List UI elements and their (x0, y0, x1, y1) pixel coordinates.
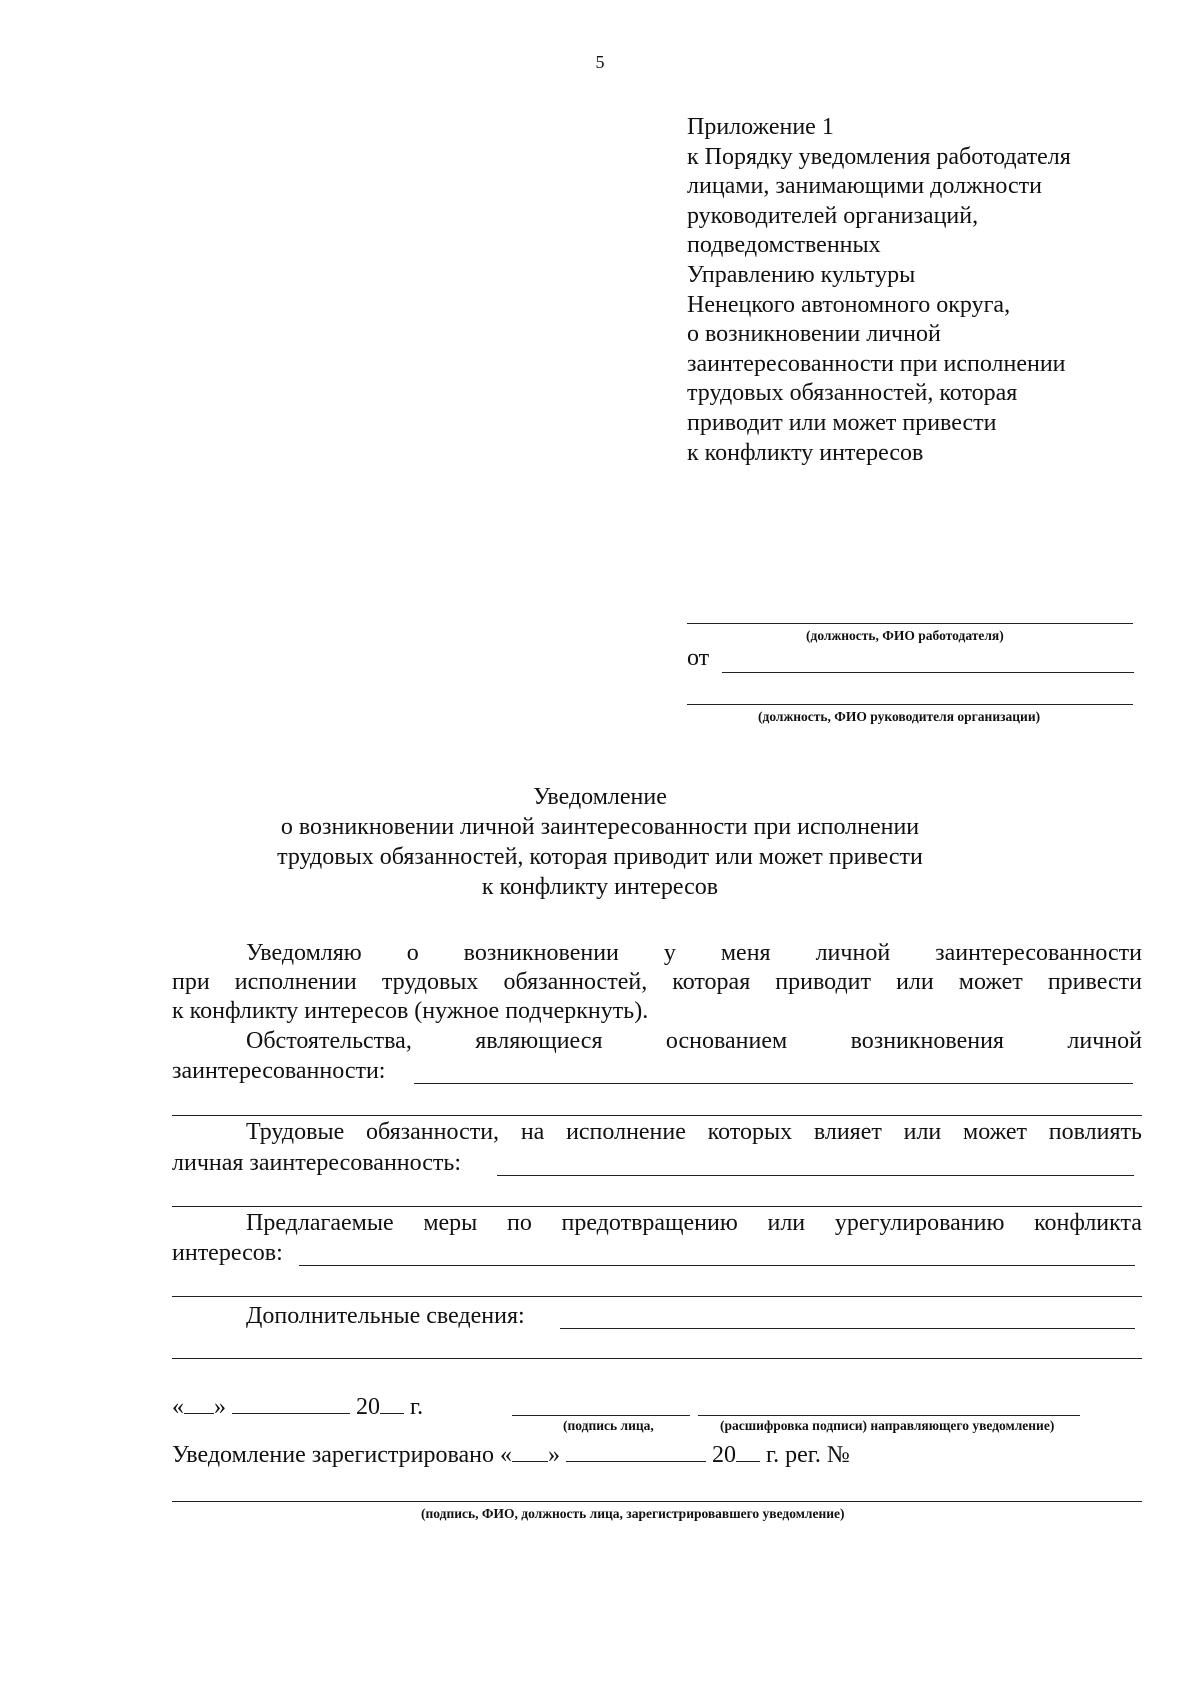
appendix-line: Управлению культуры (687, 261, 916, 288)
document-title (0, 782, 1200, 902)
year-prefix: 20 (356, 1394, 380, 1420)
signature-decode-caption: (расшифровка подписи) направляющего уведомление) (720, 1418, 1055, 1433)
year-suffix: г. (410, 1394, 424, 1420)
title-line: трудовых обязанностей, которая приводит или может привести (277, 844, 923, 870)
paragraph-4-line-1 (246, 1208, 1142, 1238)
word: которых (707, 1119, 793, 1145)
measures-field[interactable] (299, 1265, 1135, 1266)
word: по (506, 1210, 532, 1236)
signature-caption: (подпись лица, (563, 1418, 654, 1433)
title-line: о возникновении личной заинтересованности при исполнении (280, 814, 920, 840)
additional-info-label: Дополнительные сведения: (246, 1303, 525, 1329)
word: повлиять (1048, 1119, 1142, 1145)
duties-field-line-2[interactable] (172, 1206, 1142, 1207)
title-line: к конфликту интересов (481, 874, 719, 900)
word: может (958, 969, 1023, 995)
word: конфликта (1034, 1210, 1142, 1236)
word: о (406, 940, 419, 966)
word: возникновении (463, 940, 619, 966)
circumstances-field[interactable] (414, 1083, 1133, 1084)
appendix-line: Приложение 1 (687, 114, 834, 140)
year-field[interactable] (380, 1393, 404, 1414)
signature-field[interactable] (512, 1415, 690, 1416)
page-number: 5 (595, 52, 605, 72)
registrar-field[interactable] (172, 1501, 1142, 1502)
word: может (963, 1119, 1028, 1145)
paragraph-2-line-1 (246, 1026, 1142, 1056)
word: являющиеся (475, 1028, 603, 1054)
head-caption: (должность, ФИО руководителя организации) (758, 709, 1041, 724)
word: приводит (775, 969, 872, 995)
word: исполнении (234, 969, 357, 995)
employer-line[interactable] (687, 623, 1133, 624)
date-close-quote: » (214, 1394, 226, 1420)
word: или (767, 1210, 806, 1236)
date-row (172, 1392, 423, 1422)
word: на (520, 1119, 545, 1145)
registration-label: Уведомление зарегистрировано « (172, 1442, 512, 1468)
word: меня (720, 940, 771, 966)
duties-label: личная заинтересованность: (172, 1150, 461, 1176)
head-line[interactable] (687, 704, 1133, 705)
additional-info-field-line-2[interactable] (172, 1358, 1142, 1359)
registration-row (172, 1440, 850, 1470)
word: или (903, 1119, 942, 1145)
paragraph-3-line-1 (246, 1117, 1142, 1147)
word: или (896, 969, 934, 995)
additional-info-field[interactable] (560, 1328, 1135, 1329)
measures-label: интересов: (172, 1240, 283, 1266)
day-field[interactable] (184, 1393, 214, 1414)
appendix-line: подведомственных (687, 232, 881, 259)
appendix-line: к Порядку уведомления работодателя (687, 143, 1071, 170)
signature-decode-field[interactable] (698, 1415, 1080, 1416)
circumstances-field-line-2[interactable] (172, 1115, 1142, 1116)
registration-close-quote: » (547, 1442, 560, 1468)
word: личной (815, 940, 891, 966)
from-label: от (687, 645, 710, 671)
paragraph-1-line-3: к конфликту интересов (нужное подчеркнуть). (172, 998, 649, 1024)
appendix-line: руководителей организаций, (687, 202, 979, 229)
from-line[interactable] (722, 672, 1134, 673)
title-line: Уведомление (533, 784, 667, 810)
appendix-line: приводит или может привести (687, 409, 997, 436)
employer-caption: (должность, ФИО работодателя) (806, 628, 1004, 643)
word: заинтересованности (935, 940, 1142, 966)
appendix-line: заинтересованности при исполнении (687, 350, 1066, 377)
appendix-line: к конфликту интересов (687, 439, 924, 466)
word: предотвращению (561, 1210, 738, 1236)
word: привести (1047, 969, 1142, 995)
reg-month-field[interactable] (566, 1441, 706, 1462)
reg-year-prefix: 20 (711, 1442, 736, 1468)
word: Уведомляю (246, 940, 362, 966)
appendix-header (687, 113, 1071, 468)
word: возникновения (850, 1028, 1004, 1054)
word: трудовых (381, 969, 479, 995)
word: обязанностей, (503, 969, 648, 995)
word: меры (423, 1210, 478, 1236)
duties-field[interactable] (497, 1175, 1134, 1176)
paragraph-1-line-1 (246, 938, 1142, 968)
circumstances-label: заинтересованности: (172, 1058, 386, 1084)
word: у (663, 940, 676, 966)
word: Обстоятельства, (246, 1028, 412, 1054)
registrar-caption: (подпись, ФИО, должность лица, зарегистрировавшего уведомление) (421, 1506, 845, 1521)
date-open-quote: « (172, 1394, 184, 1420)
appendix-line: лицами, занимающими должности (687, 173, 1043, 200)
word: обязанности, (366, 1119, 500, 1145)
word: Предлагаемые (246, 1210, 394, 1236)
word: исполнение (566, 1119, 686, 1145)
measures-field-line-2[interactable] (172, 1296, 1142, 1297)
word: которая (672, 969, 751, 995)
word: основанием (665, 1028, 788, 1054)
word: при (172, 969, 210, 995)
word: урегулированию (834, 1210, 1005, 1236)
appendix-line: Ненецкого автономного округа, (687, 291, 1011, 318)
paragraph-1-line-2 (172, 967, 1142, 997)
reg-year-suffix: г. рег. № (765, 1442, 850, 1468)
word: Трудовые (246, 1119, 345, 1145)
appendix-line: о возникновении личной (687, 321, 941, 348)
appendix-line: трудовых обязанностей, которая (687, 380, 1018, 407)
word: влияет (813, 1119, 882, 1145)
reg-year-field[interactable] (736, 1441, 760, 1462)
month-field[interactable] (232, 1393, 350, 1414)
reg-day-field[interactable] (512, 1441, 548, 1462)
word: личной (1067, 1028, 1142, 1054)
